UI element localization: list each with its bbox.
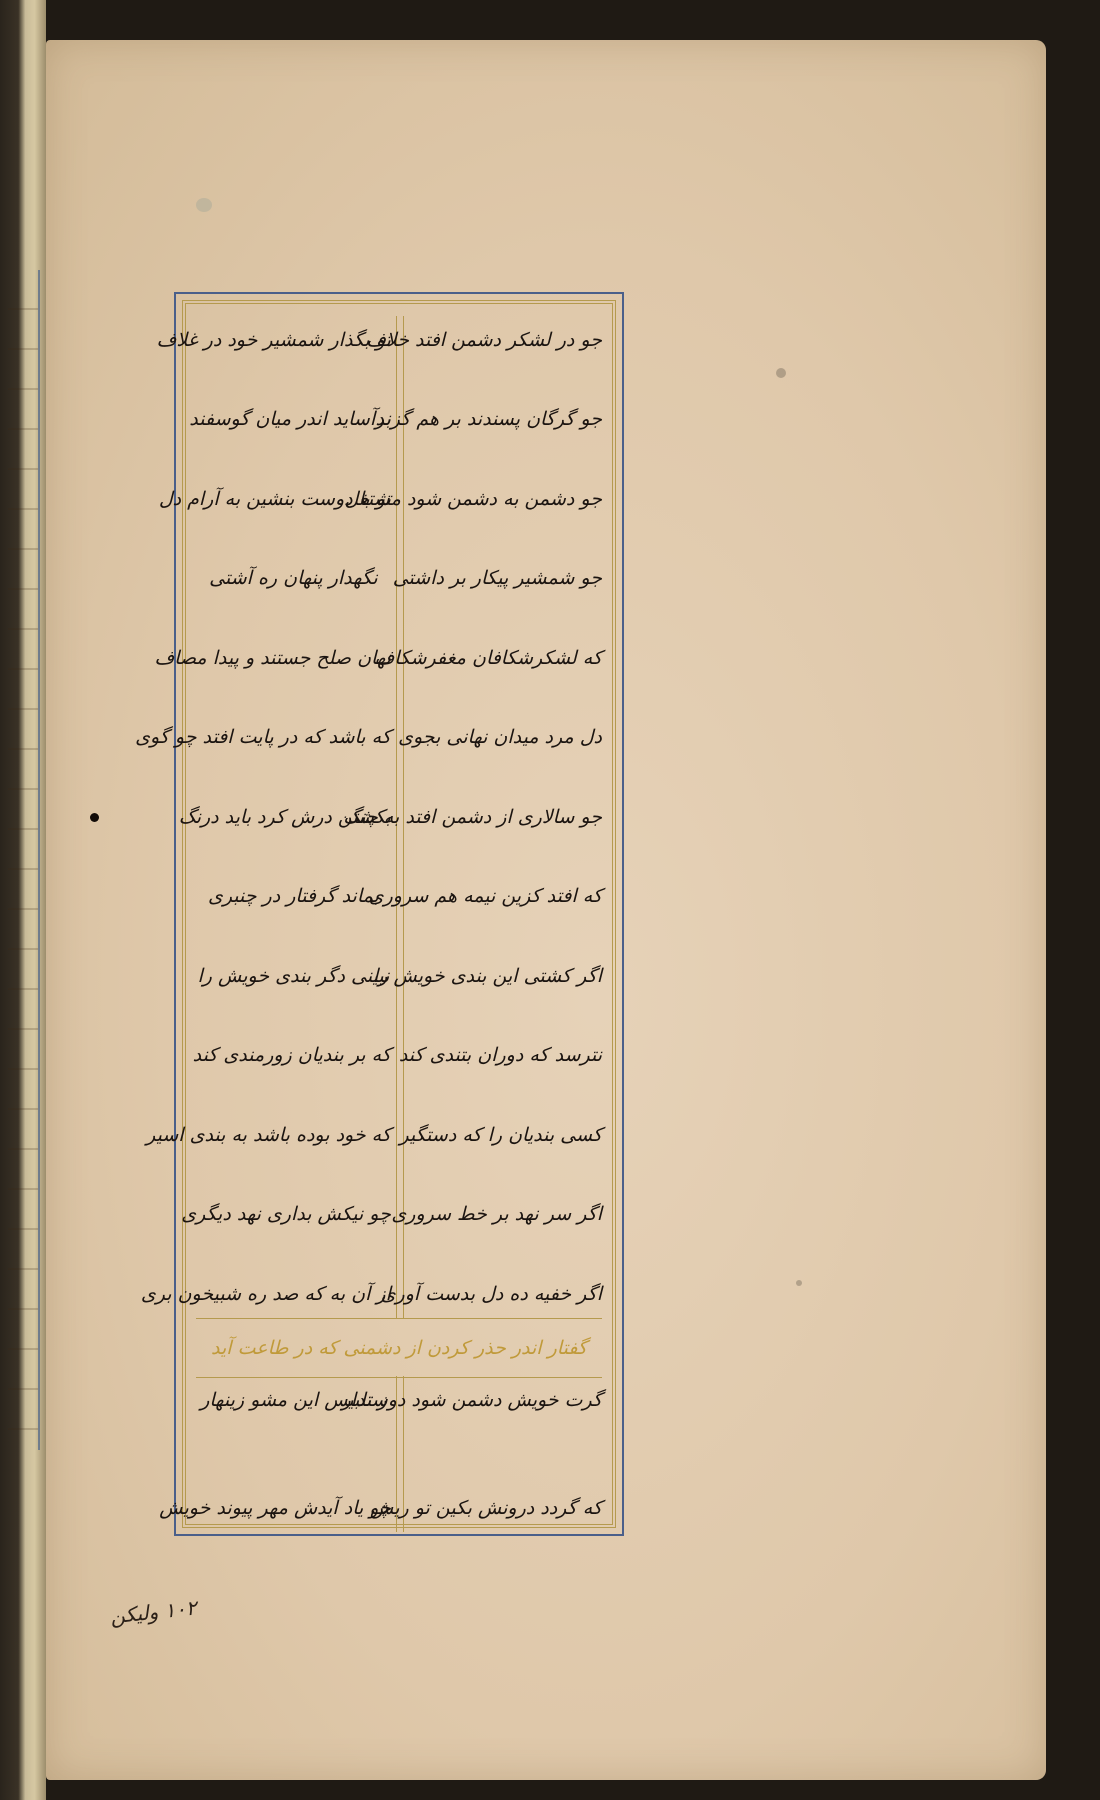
gold-ruling bbox=[135, 300, 616, 1528]
text-block-frame bbox=[135, 292, 624, 1536]
verse-line: نترسد که دوران بتندی کند bbox=[398, 1044, 602, 1067]
verse-line: بماند گرفتار در چنبری bbox=[207, 885, 379, 908]
verse-line: اگر سر نهد بر خط سروری bbox=[391, 1203, 602, 1226]
verse-line: جو در لشکر دشمن افتد خلاف bbox=[366, 329, 602, 351]
section-heading: گفتار اندر حذر کردن از دشمنی که در طاعت آید bbox=[211, 1337, 587, 1359]
verse-line: چو نیکش بداری نهد دیگری bbox=[181, 1203, 391, 1226]
verse-line: چو یاد آیدش مهر پیوند خویش bbox=[159, 1496, 391, 1519]
verse-line: جو دشمن به دشمن شود مشتغل bbox=[344, 487, 602, 510]
adjacent-page-text-column bbox=[8, 270, 40, 1450]
verse-line: برآساید اندر میان گوسفند bbox=[189, 408, 391, 431]
verse-line: دل مرد میدان نهانی بجوی bbox=[398, 726, 602, 749]
verse-line: که افتد کزین نیمه هم سروری bbox=[368, 885, 602, 908]
catchword-folio-number: ۱۰۲ ولیکن bbox=[108, 1595, 198, 1629]
verse-line: نبینی دگر بندی خویش را bbox=[197, 964, 390, 987]
verse-line: نگهدار پنهان ره آشتی bbox=[209, 567, 378, 590]
verse-line: گرت خویش دشمن شود دوستدار bbox=[341, 1389, 602, 1411]
verse-line: تو با دوست بنشین به آرام دل bbox=[158, 487, 391, 510]
lower-verse-block bbox=[159, 1376, 602, 1532]
adjacent-page-edge bbox=[0, 0, 46, 1800]
verse-line: بکشتن درش کرد باید درنگ bbox=[178, 805, 391, 828]
verse-line: تو بگذار شمشیر خود در غلاف bbox=[156, 329, 391, 351]
verse-line: که باشد که در پایت افتد چو گوی bbox=[135, 726, 391, 749]
right-verse-column bbox=[343, 316, 602, 1318]
left-verse-column bbox=[159, 1376, 391, 1532]
verse-line: از آن به که صد ره شبیخون بری bbox=[140, 1282, 391, 1305]
verse-line: نهان صلح جستند و پیدا مصاف bbox=[154, 646, 391, 669]
verse-line: که خود بوده باشد به بندی اسیر bbox=[146, 1123, 391, 1146]
verse-line: اگر کشتی این بندی خویش را bbox=[373, 964, 602, 987]
left-verse-column bbox=[135, 316, 391, 1318]
right-verse-column bbox=[341, 1376, 602, 1532]
section-heading-band bbox=[196, 1318, 602, 1378]
upper-verse-block bbox=[135, 316, 602, 1318]
verse-line: جو گرگان پسندند بر هم گزند bbox=[375, 408, 602, 431]
verse-line: ز تلبیس این مشو زینهار bbox=[200, 1389, 387, 1411]
verse-line: که بر بندیان زورمندی کند bbox=[192, 1044, 391, 1067]
verse-line: جو سالاری از دشمن افتد به چنگ bbox=[343, 805, 602, 828]
verse-line: جو شمشیر پیکار بر داشتی bbox=[392, 567, 602, 590]
verse-line: که لشکرشکافان مغفرشکاف bbox=[374, 646, 602, 669]
verse-line: کسی بندیان را که دستگیر bbox=[399, 1123, 602, 1146]
verse-line: که گردد درونش بکین تو ریش bbox=[370, 1496, 602, 1519]
verse-line: اگر خفیه ده دل بدست آوری bbox=[380, 1282, 602, 1305]
